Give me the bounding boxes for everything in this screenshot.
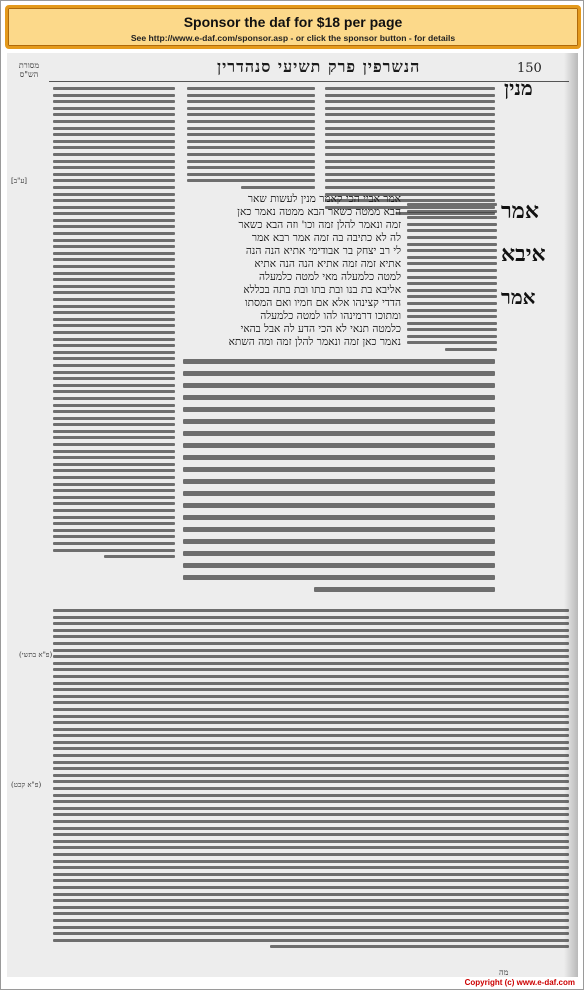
header-rule	[49, 81, 569, 82]
catchword: מה	[499, 968, 509, 977]
left-commentary-column	[53, 87, 175, 562]
gemara-line: אמר אביי הכי קאמר מנין לעשות שאר	[247, 193, 401, 205]
opening-word: מנין	[504, 76, 533, 100]
gemara-line: לי רב יצחק בר אבודימי אתיא הנה הנה	[245, 245, 401, 257]
banner-title[interactable]: Sponsor the daf for $18 per page	[183, 14, 403, 30]
gemara-line: הדדי קצינהו אלא אם חמיו ואם המסתו	[244, 297, 401, 309]
margin-reference: (פ"א בתשי)	[19, 651, 53, 659]
page-number: 150	[517, 61, 542, 76]
gemara-line: נאמר כאן זמה ונאמר להלן זמה ומה השתא	[228, 336, 401, 348]
gemara-continuation	[183, 359, 495, 596]
talmud-page-scan	[7, 53, 578, 977]
margin-heading: מסורת הש"ס	[18, 61, 40, 79]
gemara-line: כלמטה תנאי לא הכי הדע לה אבל בהאי	[240, 323, 401, 335]
gemara-line: הבא ממטה כשאר הבא ממטה נאמר כאן	[237, 206, 401, 218]
gemara-line: אתיא זמה זמה אתיא הנה הנה אתיא	[254, 258, 401, 270]
copyright-notice: Copyright (c) www.e-daf.com	[464, 978, 575, 987]
side-notes	[407, 203, 497, 355]
opening-word: איבא	[501, 241, 546, 267]
bottom-commentary	[53, 609, 569, 952]
gemara-text	[183, 193, 401, 349]
opening-word: אמר	[501, 285, 536, 309]
margin-reference: [ע"ב]	[11, 177, 28, 185]
gemara-line: למטה כלמעלה מאי למטה כלמעלה	[259, 271, 401, 283]
gemara-line: זמה ונאמר להלן זמה וכו' וזה הבא כשאר	[238, 219, 401, 231]
tosafot-column	[187, 87, 315, 193]
margin-reference: (פ"א קכט)	[11, 781, 42, 789]
sponsor-banner[interactable]	[5, 5, 581, 49]
gemara-line: לה לא כתיבה בה זמה אמר רבא אמר	[251, 232, 401, 244]
running-head: הנשרפין פרק תשיעי סנהדרין	[217, 57, 421, 76]
gemara-line: אליבא בת בנו ובת בתו ובת בתה בכללא	[243, 284, 401, 296]
banner-subtitle[interactable]: See http://www.e-daf.com/sponsor.asp - or click the sponsor button - for details	[130, 33, 456, 43]
gemara-line: ומתוכו דרמינהו להו למטה כלמעלה	[260, 310, 401, 322]
opening-word: אמר	[501, 198, 539, 224]
